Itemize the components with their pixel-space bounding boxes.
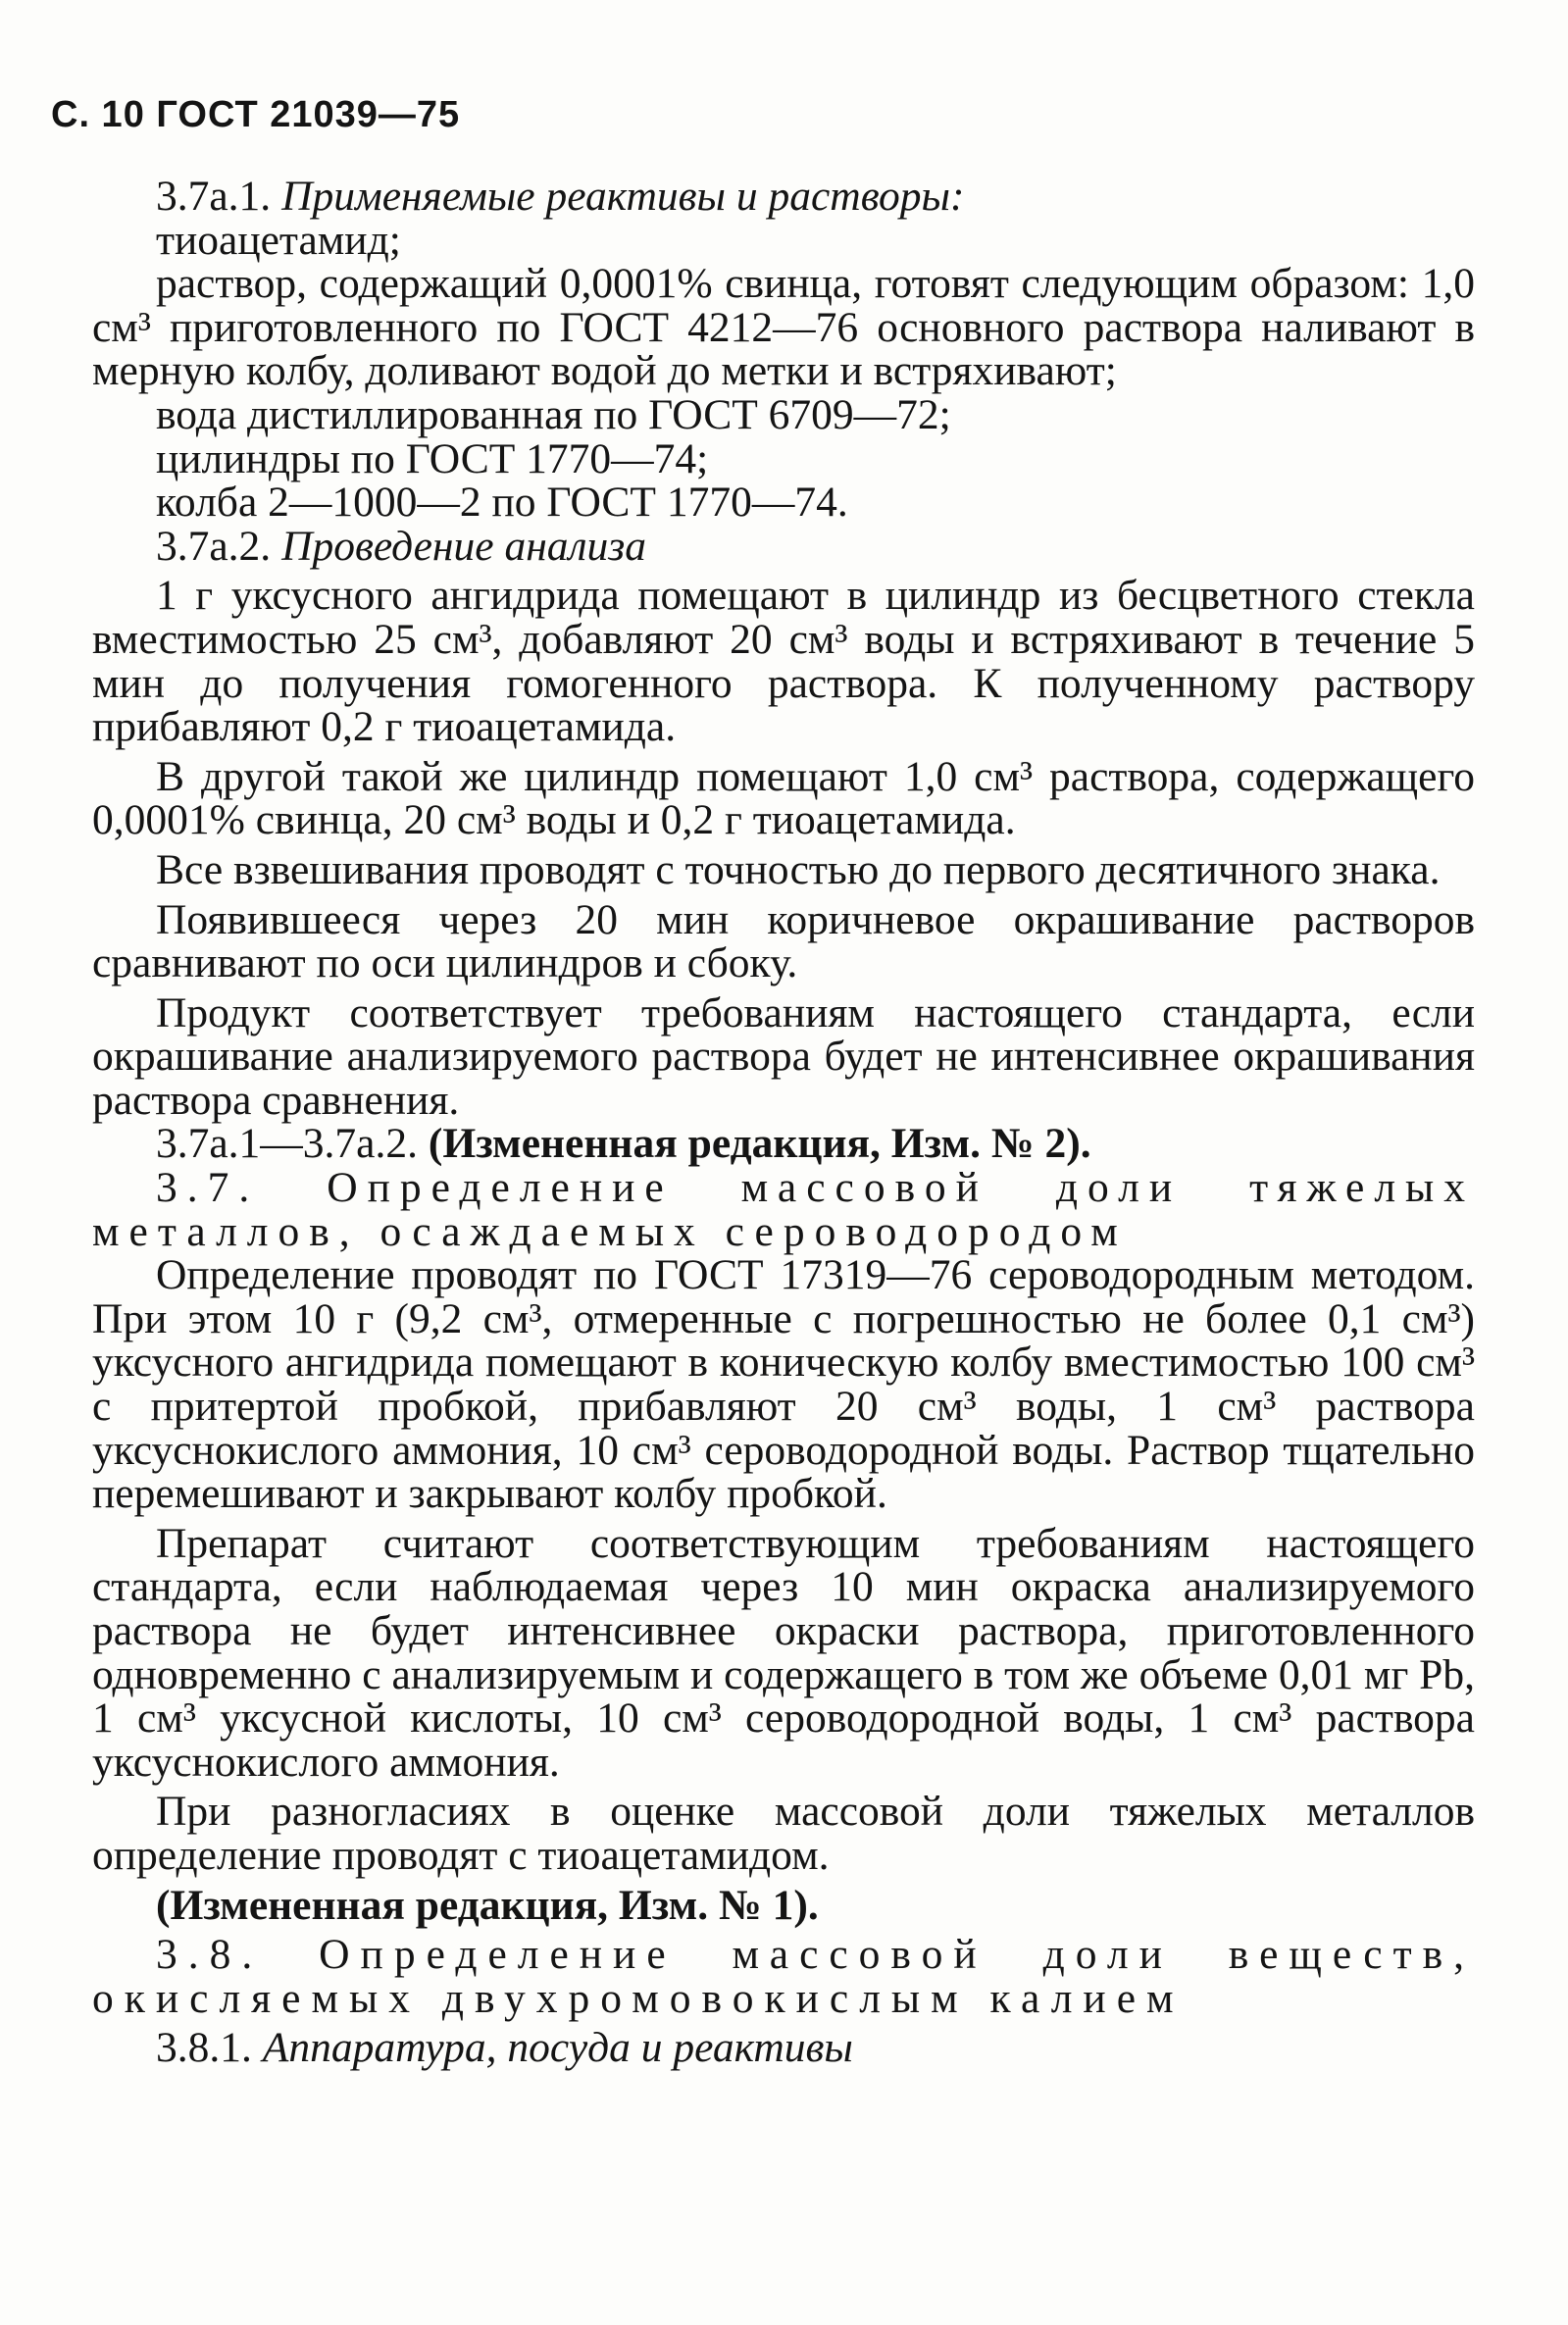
document-body	[92, 175, 1475, 2070]
paragraph: Определение проводят по ГОСТ 17319—76 сероводородным методом. При этом 10 г (9,2 см³, отмеренные с погрешностью не более 0,1 см³) уксусного ангидрида помещают в коническую колбу вместимостью 100 см³ с притертой пробкой, прибавляют 20 см³ воды, 1 см³ раствора уксуснокислого аммония, 10 см³ сероводородной воды. Раствор тщательно перемешивают и закрывают колбу пробкой.	[92, 1251, 1475, 1518]
section-3-7-heading	[92, 1166, 1475, 1253]
section-title: Определение массовой доли тяжелых металлов, осаждаемых сероводородом	[92, 1164, 1475, 1255]
section-3-7a-2-heading	[92, 522, 1475, 570]
list-item: цилиндры по ГОСТ 1770—74;	[156, 434, 709, 482]
list-item: раствор, содержащий 0,0001% свинца, готовят следующим образом: 1,0 см³ приготовленного по ГОСТ 4212—76 основного раствора наливают в мерную колбу, доливают водой до метки и встряхивают;	[92, 260, 1475, 395]
paragraph: 1 г уксусного ангидрида помещают в цилиндр из бесцветного стекла вместимостью 25 см³, добавляют 20 см³ воды и встряхивают в течение 5 мин до получения гомогенного раствора. К полученному раствору прибавляют 0,2 г тиоацетамида.	[92, 572, 1475, 751]
amendment-text: (Измененная редакция, Изм. № 2).	[428, 1120, 1091, 1168]
section-title: Определение массовой доли веществ, окисляемых двухромовокислым калием	[92, 1931, 1475, 2022]
section-title: Проведение анализа	[281, 522, 646, 570]
amendment-prefix: 3.7а.1—3.7а.2.	[156, 1120, 418, 1168]
section-number: 3.7а.2.	[156, 522, 272, 570]
list-item: тиоацетамид;	[156, 216, 401, 264]
section-number: 3.8.1.	[156, 2024, 252, 2072]
section-3-8-1-heading	[92, 2026, 1475, 2070]
paragraph: В другой такой же цилиндр помещают 1,0 см³ раствора, содержащего 0,0001% свинца, 20 см³ воды и 0,2 г тиоацетамида.	[92, 752, 1475, 844]
page-header: С. 10 ГОСТ 21039—75	[51, 94, 461, 135]
amendment-note	[92, 1122, 1475, 1166]
section-number: 3.8.	[156, 1931, 264, 1979]
section-title: Применяемые реактивы и растворы:	[281, 173, 965, 220]
paragraph: Все взвешивания проводят с точностью до первого десятичного знака.	[156, 845, 1441, 893]
amendment-note: (Измененная редакция, Изм. № 1).	[156, 1881, 819, 1929]
paragraph: При разногласиях в оценке массовой доли тяжелых металлов определение проводят с тиоацетамидом.	[92, 1788, 1475, 1879]
paragraph: Появившееся через 20 мин коричневое окрашивание растворов сравнивают по оси цилиндров и сбоку.	[92, 895, 1475, 987]
section-title: Аппаратура, посуда и реактивы	[262, 2024, 853, 2072]
paragraph: Продукт соответствует требованиям настоящего стандарта, если окрашивание анализируемого раствора будет не интенсивнее окрашивания раствора сравнения.	[92, 988, 1475, 1124]
section-number: 3.7.	[156, 1164, 260, 1212]
list-item: вода дистиллированная по ГОСТ 6709—72;	[156, 390, 951, 438]
section-3-8-heading	[92, 1933, 1475, 2020]
section-3-7a-1-heading	[92, 175, 1475, 219]
section-number: 3.7а.1.	[156, 173, 272, 220]
paragraph: Препарат считают соответствующим требованиям настоящего стандарта, если наблюдаемая через 10 мин окраска анализируемого раствора не будет интенсивнее окраски раствора, приготовленного одновременно с анализируемым и содержащего в том же объеме 0,01 мг Pb, 1 см³ уксусной кислоты, 10 см³ сероводородной воды, 1 см³ раствора уксуснокислого аммония.	[92, 1519, 1475, 1786]
list-item: колба 2—1000—2 по ГОСТ 1770—74.	[156, 479, 848, 527]
